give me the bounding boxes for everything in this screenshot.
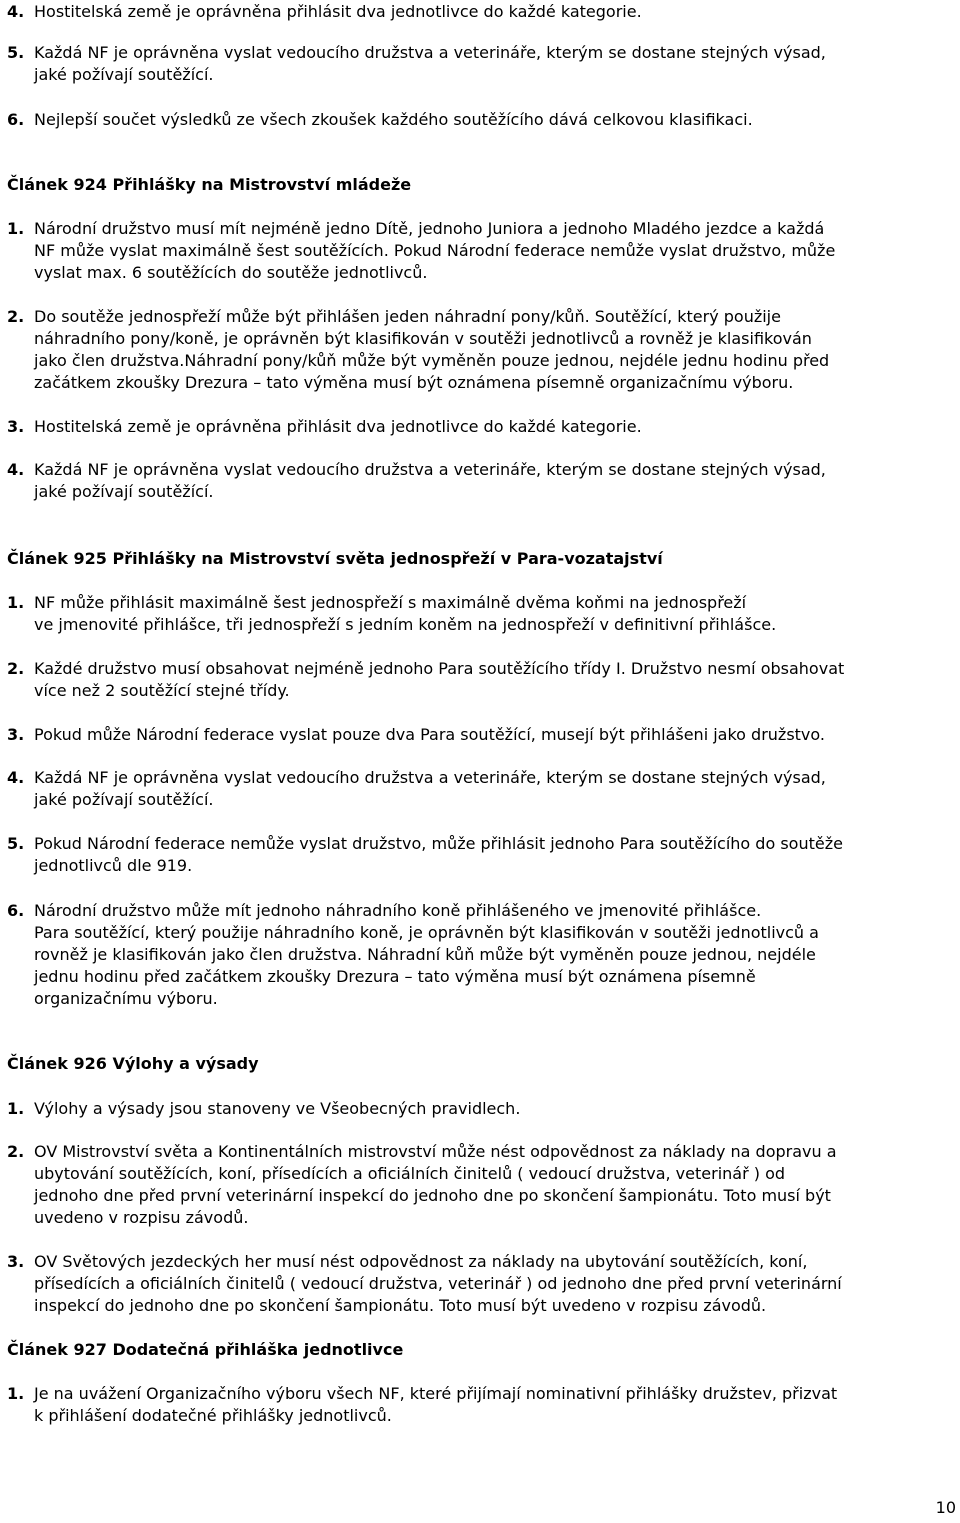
list-item [7, 900, 955, 1010]
item-text: Nejlepší součet výsledků ze všech zkoušek každého soutěžícího dává celkovou klasifikaci. [34, 110, 753, 129]
item-number: 1. [7, 1384, 25, 1403]
item-number: 2. [7, 307, 25, 326]
item-number: 4. [7, 768, 25, 787]
item-text: Každá NF je oprávněna vyslat vedoucího družstva a veterináře, kterým se dostane stejných výsad, jaké požívají soutěžící. [34, 768, 826, 809]
list-item [7, 1251, 955, 1317]
article-926-heading: Článek 926 Výlohy a výsady [7, 1054, 259, 1073]
item-number: 3. [7, 1252, 25, 1271]
item-text: Výlohy a výsady jsou stanoveny ve Všeobecných pravidlech. [34, 1099, 521, 1118]
item-text: Národní družstvo může mít jednoho náhradního koně přihlášeného ve jmenovité přihlášce. Para soutěžící, který použije náhradního koně, je oprávněn být klasifikován v soutěži jednotlivců a rovněž je klasifikován jako člen družstva. Náhradní kůň může být vyměněn pouze jednou, nejdéle jednu hodinu před začátkem zkoušky Drezura – tato výměna musí být oznámena písemně organizačnímu výboru. [34, 901, 819, 1008]
article-924-heading: Článek 924 Přihlášky na Mistrovství mládeže [7, 175, 412, 194]
list-item [7, 1383, 955, 1427]
item-text: Každé družstvo musí obsahovat nejméně jednoho Para soutěžícího třídy I. Družstvo nesmí obsahovat více než 2 soutěžící stejné třídy. [34, 659, 845, 700]
list-item [7, 109, 955, 131]
list-item [7, 459, 955, 503]
item-text: Každá NF je oprávněna vyslat vedoucího družstva a veterináře, kterým se dostane stejných výsad, jaké požívají soutěžící. [34, 43, 826, 84]
item-number: 2. [7, 1142, 25, 1161]
list-item [7, 1098, 955, 1120]
item-text: OV Světových jezdeckých her musí nést odpovědnost za náklady na ubytování soutěžících, koní, přísedících a oficiálních činitelů ( vedoucí družstva, veterinář ) od jednoho dne před první veterinární inspekcí do jednoho dne po skončení šampionátu. Toto musí být uvedeno v rozpisu závodů. [34, 1252, 842, 1315]
list-item [7, 658, 955, 702]
article-925-heading: Článek 925 Přihlášky na Mistrovství světa jednospřeží v Para-vozatajství [7, 549, 663, 568]
list-item [7, 592, 955, 636]
item-number: 4. [7, 2, 25, 21]
item-text: OV Mistrovství světa a Kontinentálních mistrovství může nést odpovědnost za náklady na dopravu a ubytování soutěžících, koní, přísedících a oficiálních činitelů ( vedoucí družstva, veterinář ) od jednoho dne před první veterinární inspekcí do jednoho dne po skončení šampionátu. Toto musí být uvedeno v rozpisu závodů. [34, 1142, 837, 1227]
list-item [7, 833, 955, 877]
item-number: 3. [7, 417, 25, 436]
list-item [7, 1141, 955, 1229]
item-number: 5. [7, 834, 25, 853]
item-number: 5. [7, 43, 25, 62]
item-text: Pokud může Národní federace vyslat pouze dva Para soutěžící, musejí být přihlášeni jako družstvo. [34, 725, 825, 744]
list-item [7, 218, 955, 284]
page-number: 10 [935, 1498, 956, 1517]
item-number: 1. [7, 1099, 25, 1118]
item-number: 3. [7, 725, 25, 744]
list-item [7, 416, 955, 438]
item-number: 1. [7, 219, 25, 238]
item-number: 6. [7, 110, 25, 129]
item-number: 2. [7, 659, 25, 678]
list-item [7, 724, 955, 746]
item-text: Hostitelská země je oprávněna přihlásit dva jednotlivce do každé kategorie. [34, 417, 642, 436]
item-text: Každá NF je oprávněna vyslat vedoucího družstva a veterináře, kterým se dostane stejných výsad, jaké požívají soutěžící. [34, 460, 826, 501]
item-number: 6. [7, 901, 25, 920]
article-927-heading: Článek 927 Dodatečná přihláška jednotlivce [7, 1340, 404, 1359]
list-item [7, 306, 955, 394]
list-item [7, 42, 955, 86]
list-item [7, 1, 955, 23]
item-text: Národní družstvo musí mít nejméně jedno Dítě, jednoho Juniora a jednoho Mladého jezdce a každá NF může vyslat maximálně šest soutěžících. Pokud Národní federace nemůže vyslat družstvo, může vyslat max. 6 soutěžících do soutěže jednotlivců. [34, 219, 836, 282]
item-text: Je na uvážení Organizačního výboru všech NF, které přijímají nominativní přihlášky družstev, přizvat k přihlášení dodatečné přihlášky jednotlivců. [34, 1384, 838, 1425]
item-text: Pokud Národní federace nemůže vyslat družstvo, může přihlásit jednoho Para soutěžícího do soutěže jednotlivců dle 919. [34, 834, 843, 875]
item-number: 1. [7, 593, 25, 612]
item-text: Do soutěže jednospřeží může být přihlášen jeden náhradní pony/kůň. Soutěžící, který použije náhradního pony/koně, je oprávněn být klasifikován v soutěži jednotlivců a rovněž je klasifikován jako člen družstva.Náhradní pony/kůň může být vyměněn pouze jednou, nejdéle jednu hodinu před začátkem zkoušky Drezura – tato výměna musí být oznámena písemně organizačnímu výboru. [34, 307, 830, 392]
item-text: NF může přihlásit maximálně šest jednospřeží s maximálně dvěma koňmi na jednospřeží ve jmenovité přihlášce, tři jednospřeží s jedním koněm na jednospřeží v definitivní přihlášce. [34, 593, 777, 634]
item-number: 4. [7, 460, 25, 479]
list-item [7, 767, 955, 811]
item-text: Hostitelská země je oprávněna přihlásit dva jednotlivce do každé kategorie. [34, 2, 642, 21]
